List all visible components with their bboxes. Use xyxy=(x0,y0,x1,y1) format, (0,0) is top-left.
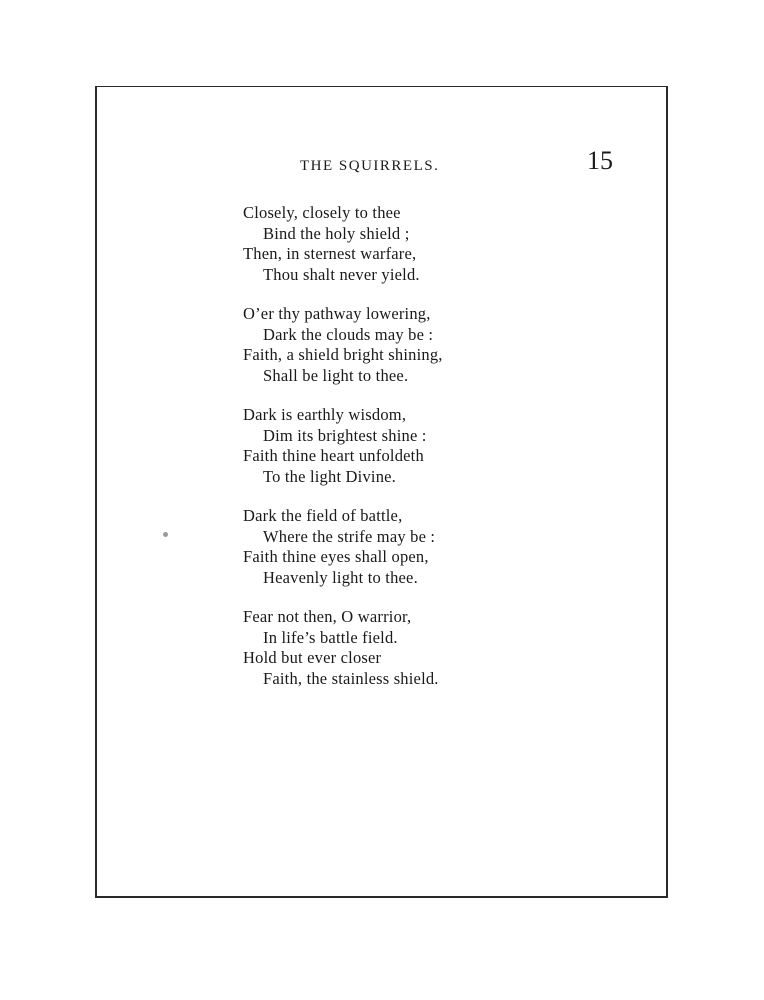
poem-line: Dark the clouds may be : xyxy=(263,324,434,344)
poem-line: Shall be light to thee. xyxy=(263,365,409,385)
poem-line: Then, in sternest warfare, xyxy=(243,244,417,263)
stanza xyxy=(243,203,443,285)
poem-line: O’er thy pathway lowering, xyxy=(243,304,431,323)
stanza xyxy=(243,607,443,689)
stanza xyxy=(243,506,443,588)
poem-line: Where the strife may be : xyxy=(263,526,436,546)
stanza xyxy=(243,304,443,386)
poem-line: Closely, closely to thee xyxy=(243,203,401,222)
page-number: 15 xyxy=(587,146,613,175)
poem-line: Faith thine heart unfoldeth xyxy=(243,446,424,465)
poem-line: Fear not then, O warrior, xyxy=(243,607,412,626)
poem-line: Faith thine eyes shall open, xyxy=(243,547,429,566)
poem-line: Bind the holy shield ; xyxy=(263,223,410,243)
ink-speck xyxy=(163,532,168,537)
poem-line: Dark the field of battle, xyxy=(243,506,403,525)
poem-line: In life’s battle field. xyxy=(263,627,398,647)
running-title: THE SQUIRRELS. xyxy=(300,158,440,174)
poem-line: Faith, a shield bright shining, xyxy=(243,345,443,364)
stanza xyxy=(243,405,443,487)
poem-line: Hold but ever closer xyxy=(243,648,382,667)
poem-line: Heavenly light to thee. xyxy=(263,567,418,587)
poem-line: To the light Divine. xyxy=(263,466,396,486)
poem xyxy=(243,203,443,708)
poem-line: Thou shalt never yield. xyxy=(263,264,420,284)
poem-line: Dim its brightest shine : xyxy=(263,425,427,445)
poem-line: Dark is earthly wisdom, xyxy=(243,405,407,424)
poem-line: Faith, the stainless shield. xyxy=(263,668,439,688)
